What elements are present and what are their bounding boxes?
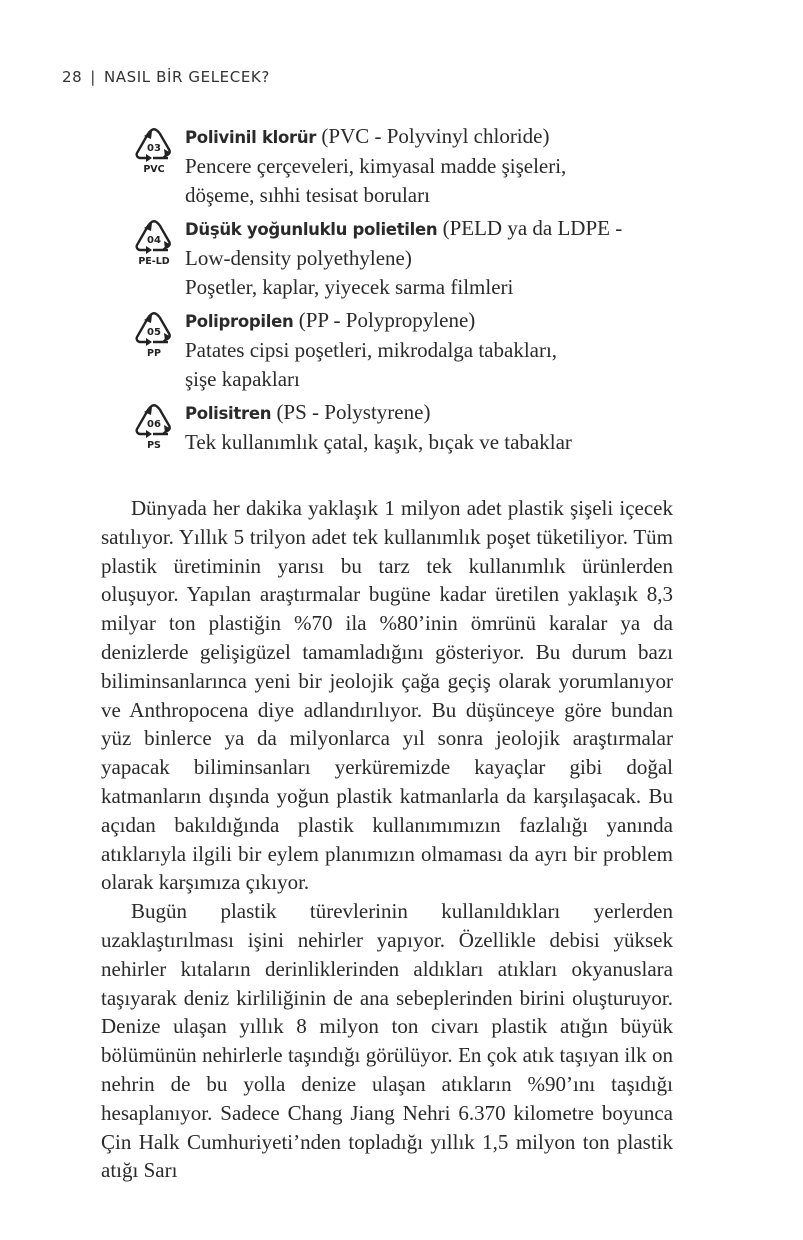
resin-code: 04 (147, 235, 161, 246)
plastic-line-2: Pencere çerçeveleri, kimyasal madde şişeleri, (185, 154, 567, 178)
plastic-line-1: (PS - Polystyrene) (276, 400, 431, 424)
plastic-line-2: Low-density polyethylene) (185, 246, 412, 270)
recycle-icon (132, 127, 176, 177)
plastic-line-3: şişe kapakları (185, 367, 300, 391)
recycle-icon (132, 311, 176, 361)
resin-code: 03 (147, 143, 161, 154)
plastic-line-1: (PELD ya da LDPE - (442, 216, 623, 240)
paragraph-2: Bugün plastik türevlerinin kullanıldıkları yerlerden uzaklaştırılması işini nehirler yapıyor. Özellikle debisi yüksek nehirler kıtaların derinliklerinden aldıkları atıkları okyanuslara taşıyarak deniz kirliliğinin de ana sebeplerinden birini oluşturuyor. Denize ulaşan yıllık 8 milyon ton civarı plastik atığın büyük bölümünün nehirlerle taşındığı görülüyor. En çok atık taşıyan ilk on nehrin de bu yolla denize ulaşan atıkların %90’ını taşıdığı hesaplanıyor. Sadece Chang Jiang Nehri 6.370 kilometre boyunca Çin Halk Cumhuriyeti’nden topladığı yıllık 1,5 milyon ton plastik atığı Sarı (101, 899, 673, 1183)
body-text (101, 494, 673, 1185)
plastic-line-1: (PVC - Polyvinyl chloride) (321, 124, 550, 148)
plastic-name: Düşük yoğunluklu polietilen (185, 220, 438, 239)
plastic-item-pp (132, 306, 692, 394)
running-title: NASIL BİR GELECEK? (103, 68, 270, 86)
plastic-line-1: (PP - Polypropylene) (298, 308, 476, 332)
plastic-item-ps (132, 398, 692, 457)
page-number: 28 (62, 68, 83, 86)
plastic-name: Polisitren (185, 404, 272, 423)
plastic-name: Polivinil klorür (185, 128, 317, 147)
resin-abbr: PP (147, 348, 161, 359)
plastic-name: Polipropilen (185, 312, 294, 331)
running-header (62, 68, 270, 86)
resin-abbr: PVC (143, 164, 165, 175)
recycle-icon (132, 219, 176, 269)
plastic-line-3: döşeme, sıhhi tesisat boruları (185, 183, 430, 207)
plastic-line-2: Tek kullanımlık çatal, kaşık, bıçak ve tabaklar (185, 430, 572, 454)
resin-code: 05 (147, 327, 161, 338)
plastic-line-3: Poşetler, kaplar, yiyecek sarma filmleri (185, 275, 514, 299)
resin-abbr: PS (147, 440, 161, 451)
plastic-item-pe-ld (132, 214, 692, 302)
header-separator: | (90, 68, 96, 86)
plastic-line-2: Patates cipsi poşetleri, mikrodalga tabakları, (185, 338, 558, 362)
resin-code: 06 (147, 419, 161, 430)
resin-abbr: PE-LD (138, 256, 170, 267)
recycle-icon (132, 403, 176, 453)
paragraph-1: Dünyada her dakika yaklaşık 1 milyon adet plastik şişeli içecek satılıyor. Yıllık 5 trilyon adet tek kullanımlık poşet tüketiliyor. Tüm plastik üretiminin yarısı bu tarz tek kullanımlık ürünlerden oluşuyor. Yapılan araştırmalar bugüne kadar üretilen yaklaşık 8,3 milyar ton plastiğin %70 ila %80’inin ömrünü karalar ya da denizlerde gelişigüzel tamamladığını gösteriyor. Bu durum bazı biliminsanlarınca yeni bir jeolojik çağa geçiş olarak yorumlanıyor ve Anthropocena diye adlandırılıyor. Bu düşünceye göre bundan yüz binlerce ya da milyonlarca yıl sonra jeolojik araştırmalar yapacak biliminsanları yerküremizde kayaçlar gibi doğal katmanların dışında yoğun plastik katmanlarla da karşılaşacak. Bu açıdan bakıldığında plastik kullanımımızın fazlalığı yanında atıklarıyla ilgili bir eylem planımızın olmaması da ayrı bir problem olarak karşımıza çıkıyor. (101, 496, 673, 895)
plastic-item-pvc (132, 122, 692, 210)
plastic-types-list (132, 122, 692, 461)
